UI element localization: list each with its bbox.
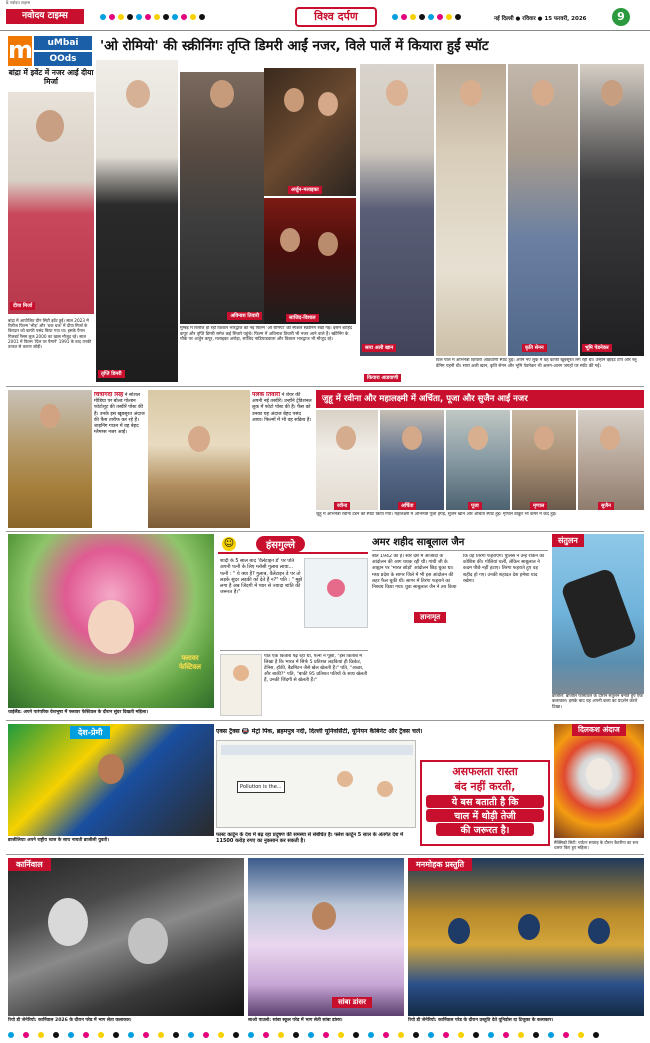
photo-manmohak	[408, 858, 644, 1016]
tag-sara: सारा अली खान	[362, 344, 396, 352]
photo-sara-ali-khan	[360, 64, 434, 356]
caption-desh: ब्राजीलियाः अपने राष्ट्रीय ध्वज के साथ नाचती ब्राजीली युवती।	[8, 838, 109, 843]
tag-avinash: अविनाश तिवारी	[227, 312, 262, 320]
tag-arjun: अर्जुन-मलाइका	[288, 186, 322, 194]
cartoon-rose	[304, 558, 368, 628]
hansgulle-title: हंसगुल्ले	[256, 536, 305, 552]
divider-hansgulle	[220, 650, 368, 651]
photo-mrunal	[512, 410, 576, 510]
photo-desh-premi	[8, 724, 214, 836]
mumbai-logo-b: OOds	[34, 52, 92, 66]
caption-dia-mirza: बांद्रा में आयोजित ग्रीन सिटी इवेंट हुईं। साल 2023 में रिलीज फिल्म 'भीड़' और 'धक धक' में दीया मिर्जा के किरदार को काफी पसंद किया गया था। इसके पैनल गिलबर्ट रैंसम लुक 2000 का खास मौजूद रहे। साल 2001 में फिल्म 'दिल पर पैमाने' 1991 के बाद उनकी ताकत से कारण जोड़ी।	[8, 318, 92, 350]
mumbai-subhead: बांद्रा में इवेंट में नजर आईं दीया मिर्जा	[8, 68, 94, 86]
photo-carnival	[8, 858, 244, 1016]
tag-kriti: कृति सेनन	[522, 344, 547, 352]
tag-juhu-3: मृणाल	[530, 502, 547, 510]
section-title: विश्व दर्पण	[295, 7, 377, 27]
quote-line-3: ये बस बताती है कि	[426, 795, 544, 808]
cartoon-headline: एक्स ट्रैक्स 🚇 मेट्रो पिंक, ब्रहमपुत्र नदी, दिल्ली यूनिवर्सिटी, यूनियन कैबिनेट और ट्रैक्स चले।	[216, 728, 423, 735]
quote-line-1: असफलता रास्ता	[452, 765, 518, 778]
samba-tag: सांबा डांसर	[332, 997, 372, 1008]
cartoon-caption: फास्ट कार्टून के देश में बढ़ रहा प्रदूषण की समस्या से संबंधित है। फ्लेश कार्टून 5 साल के अंतर्गत देश में 11500 करोड़ रुपए का नुकसान कर सकती है।	[216, 832, 404, 845]
gyan-title: ज्ञानामृत	[414, 612, 446, 623]
jain-body: बात 1942 की है। सारे देश में आजादी के आंदोलन की आग धधक रही थी। गांधी जी के आह्वान पर 'भारत छोड़ो' आंदोलन छिड़ चुका था। मध्य प्रदेश के सागर जिले में भी इस आंदोलन की लहर फैल चुकी थी। सागर में तिरंगा फहराने का निश्चय किया गया। युवा साबूलाल जैन ने तय किया कि वह तिरंगा फहराएंगे। पुलिस ने उन्हें रोकने की कोशिश की। गोलियां चलीं, लेकिन साबूलाल ने कदम पीछे नहीं हटाए। तिरंगा फहराते हुए वह शहीद हो गए। उनकी शहादत देश हमेशा याद रखेगा।	[372, 554, 545, 591]
divider-1	[6, 386, 644, 387]
tag-bhumi: भूमि पेडनेकर	[582, 344, 612, 352]
photo-avinash-tiwary	[180, 72, 264, 324]
photo-chitrangada	[8, 390, 92, 528]
cartoon-panel	[216, 740, 416, 828]
quote-line-2: बंद नहीं करती,	[454, 780, 516, 793]
edition-date: नई दिल्ली ● रविवार ● 15 फरवरी, 2026	[494, 16, 587, 22]
carnival-title: कार्निवाल	[8, 858, 51, 871]
hansgulle-joke-2: पति एक किताब पढ़ रहा था, पत्नी ने पूछा, "इस किताब में लिखा है कि भारत में सिर्फ 5 प्रतिशत लड़कियां ही क्रिकेट, टेनिस, हॉकी, बैडमिंटन जैसे खेल खेलती हैं।" पति, "अच्छा, और बाकी?" पति, "बाकी 95 प्रतिशत पतियों के साथ खेलती हैं, उनकी जिंदगी से खेलती हैं।"	[264, 654, 368, 683]
hansgulle-header	[218, 536, 368, 554]
photo-santulan	[552, 534, 644, 694]
caption-festival: थाईलैंड: अपने पारंपरिक वेशभूषा में फ्लावर फेस्टिवल के दौरान सुंदर दिखती महिला।	[8, 710, 149, 715]
cartoon-note: Pollution is the...	[237, 781, 285, 793]
mumbai-logo-m: m	[8, 36, 34, 64]
masthead-bar	[0, 5, 650, 31]
photo-dilkash	[554, 724, 644, 838]
photo-tripti-dimri	[96, 60, 178, 382]
festival-tag: फ्लावर फेस्टिवल	[178, 654, 202, 671]
footer-dots	[8, 1032, 599, 1038]
chitrangada-text	[94, 392, 146, 526]
brand-logo: नवोदय टाइम्स	[6, 9, 84, 24]
photo-palak-tiwari	[148, 390, 250, 528]
caption-samba: साओ पाउलो: सांबा स्कूल परेड में भाग लेती सांबा डांसर।	[248, 1018, 343, 1023]
tag-juhu-4: सुजैन	[598, 502, 614, 510]
manmohak-title: मनमोहक प्रस्तुति	[408, 858, 472, 871]
main-headline: 'ओ रोमियो' की स्क्रीनिंगः तृप्ति डिमरी आईं नजर, विले पार्ले में कियारा हुईं स्पॉट	[100, 38, 489, 54]
caption-screening: मुम्बई में रिलीज हो रही विशाल भारद्वाज की नई फिल्म 'ओ रोमियो' की स्पेशल स्क्रीनिंग रखी गई। इसमें शाहिद कपूर और तृप्ति डिमरी समेत कई सितारे पहुंचे। फिल्म में अविनाश तिवारी भी नजर आने वाले हैं। स्क्रीनिंग के मौके पर अर्जुन कपूर, मलाइका अरोड़ा, साजिद नाडियाडवाला और विशाल भारद्वाज भी मौजूद रहे।	[180, 326, 353, 342]
divider-2	[6, 531, 644, 532]
caption-juhu: जुहू में अभिनेत्री रवीना टंडन को स्पॉट किया गया। महालक्ष्मी में अभिनेत्री पूजा हेगड़े, सुजैन खान और अर्चिता स्पॉट हुईं। मृणाल ठाकुर भी कैमरे में कैद हुईं।	[316, 512, 557, 517]
tag-dia-mirza: दीया मिर्जा	[10, 302, 35, 310]
palak-text	[252, 392, 312, 526]
tag-juhu-1: अर्चिता	[398, 502, 416, 510]
photo-archita	[380, 410, 444, 510]
quote-line-4: चाल में थोड़ी तेजी	[426, 809, 544, 822]
photo-raveena	[316, 410, 378, 510]
top-small-label: 8 नवोदय टाइम्स	[6, 0, 31, 5]
desh-title: देश-प्रेमी	[70, 726, 110, 739]
palak-title: पलक तिवारी	[252, 392, 281, 398]
tag-kiara: कियारा आडवाणी	[364, 374, 401, 382]
photo-sussanne	[578, 410, 644, 510]
mumbai-logo	[8, 36, 94, 66]
color-dots-right	[392, 14, 461, 20]
smiley-icon: ☺	[223, 538, 235, 549]
chitrangada-body: ने सोशल मीडिया पर बोल्ड गोल्डन फोटोशूट की तस्वीरें पोस्ट कीं हैं। उनके इस खूबसूरत अंदाज की फैंस तारीफ कर रहे हैं। शाइनिंग गाउन में वह बेहद ग्लैमरस नजर आईं।	[94, 393, 145, 436]
photo-bhumi-pednekar	[580, 64, 644, 356]
tag-tripti: तृप्ति डिमरी	[98, 370, 125, 378]
caption-santulan: ब्राजील: ब्राजील फेस्टिवल के दौरान संतुलन बनाते हुए एक कलाकार। इसके बाद वह अपनी कला का प्रदर्शन करते दिखा।	[552, 694, 643, 710]
dilkash-title: दिलकश अंदाज	[572, 724, 626, 736]
mumbai-logo-a: uMbai	[34, 36, 92, 50]
photo-flower-festival	[8, 534, 214, 708]
santulan-title: संतुलन	[552, 534, 584, 547]
caption-manmohak: रियो डी जेनेरियो: कार्निवाल परेड के दौरान प्रस्तुति देते यूनिडोस दा टिजुका के कलाकार।	[408, 1018, 554, 1023]
tag-juhu-2: पूजा	[468, 502, 482, 510]
divider-4	[6, 854, 644, 855]
photo-dia-mirza	[8, 92, 94, 314]
divider-3	[6, 720, 644, 721]
hansgulle-joke-1: शादी के 5 साल बाद 'वैलेंटाइन डे' पर पति अपनी पत्नी के लिए ग्लॉसी गुलाब लाया... पत्नी : " ये क्या है? गुलाब, वैलेंटाइन डे पर तो लड़के सुंदर लड़की को देते हैं न?" पति : " मुझे लगा है अब जिंदगी में प्यार से ज्यादा शांति की जरूरत है।"	[220, 558, 302, 596]
photo-sajid-vishal	[264, 198, 356, 324]
photo-samba	[248, 858, 404, 1016]
photo-kriti-sanon	[508, 64, 578, 356]
photo-arjun-malaika	[264, 68, 356, 196]
chitrangada-title: चित्रांगदा सिंह	[94, 392, 124, 398]
caption-carnival: रियो डी जेनेरियो: कार्निवाल 2026 के दौरान परेड में भाग लेता कलाकार।	[8, 1018, 132, 1023]
caption-dilkash: मैक्सिको सिटी: पर्यटन सप्ताह के दौरान कैटरीना का रूप धारण किए हुए महिला।	[554, 840, 639, 851]
page-number: 9	[612, 8, 630, 26]
palak-body: ने शेयर कीं अपनी नई तस्वीरें। उन्होंने ट्रेडिशनल लुक में फोटो पोस्ट की हैं। फैंस को उनका यह अंदाज बेहद पसंद आया। फिल्मों में भी वह सक्रिय हैं।	[252, 393, 312, 423]
tag-juhu-0: रवीना	[334, 502, 350, 510]
jain-title: अमर शहीद साबूलाल जैन	[372, 536, 548, 551]
photo-pooja	[446, 410, 510, 510]
tag-sajid: साजिद-विशाल	[286, 314, 319, 322]
cartoon-couple	[220, 654, 262, 716]
quote-box	[420, 760, 550, 846]
juhu-title: जुहू में रवीना और महालक्ष्मी में अर्चिता, पूजा और सुजैन आईं नजर	[316, 390, 644, 408]
color-dots-left	[100, 14, 205, 20]
quote-line-5: की जरूरत है।	[436, 823, 534, 836]
photo-kiara-advani	[436, 64, 506, 356]
caption-kiara: विले पार्ले में अभिनेत्री कियारा आडवाणी स्पॉट हुईं। अपने नए लुक में वह काफी खूबसूरत लग रही थीं। उन्होंने व्हाइट टॉप और ब्लू डेनिम पहनी थी। सारा अली खान, कृति सेनन और भूमि पेडनेकर भी अलग-अलग जगहों पर स्पॉट की गईं।	[436, 358, 637, 369]
